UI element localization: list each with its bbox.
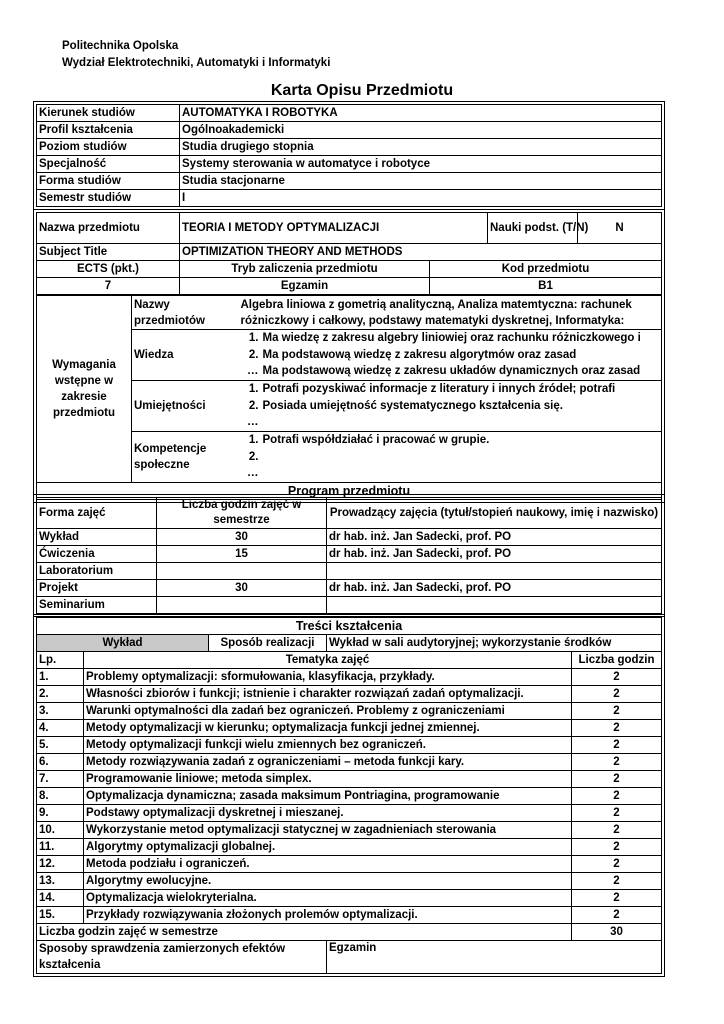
topic-text: Metoda podziału i ograniczeń. bbox=[84, 856, 572, 873]
basic-science-label: Nauki podst. (T/N) bbox=[488, 213, 578, 244]
topic-text: Przykłady rozwiązywania złożonych prolemów optymalizacji. bbox=[84, 907, 572, 924]
program-table bbox=[36, 497, 662, 614]
topic-lp: 5. bbox=[37, 737, 84, 754]
method-label: Sposób realizacji bbox=[209, 635, 327, 652]
topic-row bbox=[37, 856, 662, 873]
program-teacher bbox=[327, 597, 662, 614]
knowledge-list bbox=[241, 330, 660, 380]
subject-code-value: B1 bbox=[430, 278, 662, 295]
topic-row bbox=[37, 771, 662, 788]
subject-block bbox=[33, 209, 665, 503]
program-row bbox=[37, 597, 662, 614]
program-hours: 30 bbox=[157, 529, 327, 546]
topic-lp: 14. bbox=[37, 890, 84, 907]
study-row bbox=[37, 105, 662, 122]
list-item-number: 1. bbox=[248, 383, 259, 396]
topic-text: Warunki optymalności dla zadań bez ograniczeń. Problemy z ograniczeniami bbox=[84, 703, 572, 720]
program-form: Wykład bbox=[37, 529, 157, 546]
program-hours: 30 bbox=[157, 580, 327, 597]
page-title: Karta Opisu Przedmiotu bbox=[270, 82, 454, 99]
faculty-name: Wydział Elektrotechniki, Automatyki i Informatyki bbox=[62, 57, 331, 69]
topic-text: Wykorzystanie metod optymalizacji statycznej w zagadnieniach sterowania bbox=[84, 822, 572, 839]
university-name: Politechnika Opolska bbox=[62, 40, 179, 52]
topic-lp: 8. bbox=[37, 788, 84, 805]
list-item bbox=[241, 449, 660, 466]
topic-text: Programowanie liniowe; metoda simplex. bbox=[84, 771, 572, 788]
prerequisite-names-line2: różniczkowy i całkowy, podstawy matematyki dyskretnej, Informatyka: bbox=[240, 314, 625, 327]
topic-row bbox=[37, 788, 662, 805]
col-teacher-header: Prowadzący zajęcia (tytuł/stopień naukowy, imię i nazwisko) bbox=[327, 498, 662, 529]
verification-label bbox=[37, 941, 327, 974]
skills-label: Umiejętności bbox=[132, 381, 229, 432]
list-item-text: Potrafi pozyskiwać informacje z literatury i innych źródeł; potrafi bbox=[262, 383, 616, 396]
list-item bbox=[241, 330, 660, 347]
basic-science-value: N bbox=[578, 213, 662, 244]
study-row-label: Kierunek studiów bbox=[37, 105, 180, 122]
study-row bbox=[37, 122, 662, 139]
list-item-text: Potrafi współdziałać i pracować w grupie. bbox=[262, 434, 490, 447]
study-row-value: Studia drugiego stopnia bbox=[180, 139, 662, 156]
topic-lp: 15. bbox=[37, 907, 84, 924]
study-row-label: Forma studiów bbox=[37, 173, 180, 190]
program-hours: 15 bbox=[157, 546, 327, 563]
list-item bbox=[241, 414, 660, 431]
topic-hours: 2 bbox=[572, 907, 662, 924]
list-item-text: Ma podstawową wiedzę z zakresu układów dynamicznych oraz zasad bbox=[262, 365, 641, 378]
col-form-header: Forma zajęć bbox=[37, 498, 157, 529]
topic-text: Optymalizacja wielokryterialna. bbox=[84, 890, 572, 907]
names-label: Nazwy przedmiotów bbox=[132, 296, 229, 330]
requirements-side-label: Wymagania wstępne w zakresie przedmiotu bbox=[37, 296, 132, 483]
topic-hours: 2 bbox=[572, 873, 662, 890]
topic-lp: 2. bbox=[37, 686, 84, 703]
topic-text: Metody rozwiązywania zadań z ograniczeniami – metoda funkcji kary. bbox=[84, 754, 572, 771]
col-topic-header: Tematyka zajęć bbox=[84, 652, 572, 669]
topic-text: Własności zbiorów i funkcji; istnienie i charakter rozwiązań zadań optymalizacji. bbox=[84, 686, 572, 703]
topic-lp: 12. bbox=[37, 856, 84, 873]
topic-row bbox=[37, 669, 662, 686]
list-item-number: 1. bbox=[248, 434, 259, 447]
study-row-label: Specjalność bbox=[37, 156, 180, 173]
skills-list bbox=[241, 381, 660, 431]
list-item bbox=[241, 381, 660, 398]
list-item-text: Ma podstawową wiedzę z zakresu algorytmów oraz zasad bbox=[262, 348, 577, 361]
program-form: Laboratorium bbox=[37, 563, 157, 580]
study-row bbox=[37, 156, 662, 173]
topic-lp: 13. bbox=[37, 873, 84, 890]
content-type: Wykład bbox=[37, 635, 209, 652]
topic-lp: 7. bbox=[37, 771, 84, 788]
study-row-value: Ogólnoakademicki bbox=[180, 122, 662, 139]
program-form: Ćwiczenia bbox=[37, 546, 157, 563]
prerequisite-names bbox=[239, 296, 662, 330]
list-item-number: 2. bbox=[248, 348, 259, 361]
content-table bbox=[36, 617, 662, 974]
program-hours bbox=[157, 597, 327, 614]
subject-title-label: Subject Title bbox=[37, 244, 180, 261]
content-block bbox=[33, 614, 665, 977]
topic-hours: 2 bbox=[572, 686, 662, 703]
list-item-number: … bbox=[247, 467, 259, 480]
ects-value: 7 bbox=[37, 278, 180, 295]
topic-hours: 2 bbox=[572, 754, 662, 771]
topic-row bbox=[37, 907, 662, 924]
total-hours-value: 30 bbox=[572, 924, 662, 941]
topic-hours: 2 bbox=[572, 737, 662, 754]
program-hours bbox=[157, 563, 327, 580]
topic-row bbox=[37, 686, 662, 703]
topic-text: Metody optymalizacji funkcji wielu zmiennych bez ograniczeń. bbox=[84, 737, 572, 754]
list-item bbox=[241, 363, 660, 380]
topic-row bbox=[37, 805, 662, 822]
topic-text: Podstawy optymalizacji dyskretnej i mieszanej. bbox=[84, 805, 572, 822]
topic-hours: 2 bbox=[572, 788, 662, 805]
assessment-mode-value: Egzamin bbox=[180, 278, 430, 295]
study-info-table bbox=[36, 104, 662, 207]
study-row bbox=[37, 139, 662, 156]
subject-title-value: OPTIMIZATION THEORY AND METHODS bbox=[180, 244, 662, 261]
topic-hours: 2 bbox=[572, 703, 662, 720]
study-row bbox=[37, 190, 662, 207]
method-value: Wykład w sali audytoryjnej; wykorzystanie środków bbox=[327, 635, 662, 652]
list-item bbox=[241, 347, 660, 364]
prerequisite-names-line1: Algebra liniowa z gometrią analityczną, Analiza matemtyczna: rachunek bbox=[240, 298, 632, 311]
total-hours-label: Liczba godzin zajęć w semestrze bbox=[37, 924, 572, 941]
topic-lp: 10. bbox=[37, 822, 84, 839]
social-label: Kompetencje społeczne bbox=[132, 432, 229, 483]
topic-hours: 2 bbox=[572, 839, 662, 856]
list-item-number: 2. bbox=[248, 399, 259, 412]
subject-code-label: Kod przedmiotu bbox=[430, 261, 662, 278]
topic-lp: 3. bbox=[37, 703, 84, 720]
list-item bbox=[241, 465, 660, 482]
knowledge-label: Wiedza bbox=[132, 330, 229, 381]
subject-table bbox=[36, 212, 662, 295]
topic-lp: 4. bbox=[37, 720, 84, 737]
list-item-number: … bbox=[247, 365, 259, 378]
study-row-label: Poziom studiów bbox=[37, 139, 180, 156]
topic-hours: 2 bbox=[572, 890, 662, 907]
program-form: Projekt bbox=[37, 580, 157, 597]
program-row bbox=[37, 580, 662, 597]
topic-lp: 9. bbox=[37, 805, 84, 822]
topic-row bbox=[37, 754, 662, 771]
requirements-table bbox=[36, 295, 662, 500]
topic-lp: 11. bbox=[37, 839, 84, 856]
col-lp-header: Lp. bbox=[37, 652, 84, 669]
topic-row bbox=[37, 890, 662, 907]
topic-hours: 2 bbox=[572, 771, 662, 788]
study-row-value: AUTOMATYKA I ROBOTYKA bbox=[180, 105, 662, 122]
topic-text: Algorytmy optymalizacji globalnej. bbox=[84, 839, 572, 856]
topic-row bbox=[37, 822, 662, 839]
list-item-text: Posiada umiejętność systematycznego kształcenia się. bbox=[262, 399, 563, 412]
topic-row bbox=[37, 873, 662, 890]
topic-hours: 2 bbox=[572, 720, 662, 737]
topic-lp: 1. bbox=[37, 669, 84, 686]
subject-name-label: Nazwa przedmiotu bbox=[37, 213, 180, 244]
content-title: Treści kształcenia bbox=[37, 618, 662, 635]
study-row-value: I bbox=[180, 190, 662, 207]
topic-text: Metody optymalizacji w kierunku; optymalizacja funkcji jednej zmiennej. bbox=[84, 720, 572, 737]
program-row bbox=[37, 563, 662, 580]
study-row-label: Semestr studiów bbox=[37, 190, 180, 207]
list-item bbox=[241, 398, 660, 415]
study-row bbox=[37, 173, 662, 190]
list-item-text: Ma wiedzę z zakresu algebry liniowiej oraz rachunku różniczkowego i bbox=[262, 332, 641, 345]
verification-value: Egzamin bbox=[327, 941, 662, 974]
topic-hours: 2 bbox=[572, 669, 662, 686]
program-teacher: dr hab. inż. Jan Sadecki, prof. PO bbox=[327, 546, 662, 563]
topic-hours: 2 bbox=[572, 856, 662, 873]
topic-row bbox=[37, 737, 662, 754]
program-teacher: dr hab. inż. Jan Sadecki, prof. PO bbox=[327, 580, 662, 597]
topic-lp: 6. bbox=[37, 754, 84, 771]
list-item bbox=[241, 432, 660, 449]
list-item-number: 2. bbox=[248, 450, 259, 463]
study-row-label: Profil kształcenia bbox=[37, 122, 180, 139]
topic-row bbox=[37, 839, 662, 856]
assessment-mode-label: Tryb zaliczenia przedmiotu bbox=[180, 261, 430, 278]
subject-name-value: TEORIA I METODY OPTYMALIZACJI bbox=[180, 213, 488, 244]
program-row bbox=[37, 546, 662, 563]
program-title: Program przedmiotu bbox=[37, 483, 662, 500]
col-hours-header: Liczba godzin bbox=[572, 652, 662, 669]
topic-text: Problemy optymalizacji: sformułowania, klasyfikacja, przykłady. bbox=[84, 669, 572, 686]
topic-row bbox=[37, 720, 662, 737]
program-block bbox=[33, 494, 665, 617]
topic-hours: 2 bbox=[572, 805, 662, 822]
list-item-number: … bbox=[247, 416, 259, 429]
study-info-block bbox=[33, 101, 665, 210]
topic-hours: 2 bbox=[572, 822, 662, 839]
verification-label-text: Sposoby sprawdzenia zamierzonych efektów kształcenia bbox=[39, 943, 286, 971]
topic-text: Algorytmy ewolucyjne. bbox=[84, 873, 572, 890]
program-teacher: dr hab. inż. Jan Sadecki, prof. PO bbox=[327, 529, 662, 546]
study-row-value: Systemy sterowania w automatyce i robotyce bbox=[180, 156, 662, 173]
program-teacher bbox=[327, 563, 662, 580]
program-row bbox=[37, 529, 662, 546]
social-competence-list bbox=[241, 432, 660, 482]
topic-row bbox=[37, 703, 662, 720]
col-hours-header: Liczba godzin zajęć w semestrze bbox=[157, 498, 327, 529]
study-row-value: Studia stacjonarne bbox=[180, 173, 662, 190]
program-form: Seminarium bbox=[37, 597, 157, 614]
ects-label: ECTS (pkt.) bbox=[37, 261, 180, 278]
list-item-number: 1. bbox=[248, 332, 259, 345]
topic-text: Optymalizacja dynamiczna; zasada maksimum Pontriagina, programowanie bbox=[84, 788, 572, 805]
